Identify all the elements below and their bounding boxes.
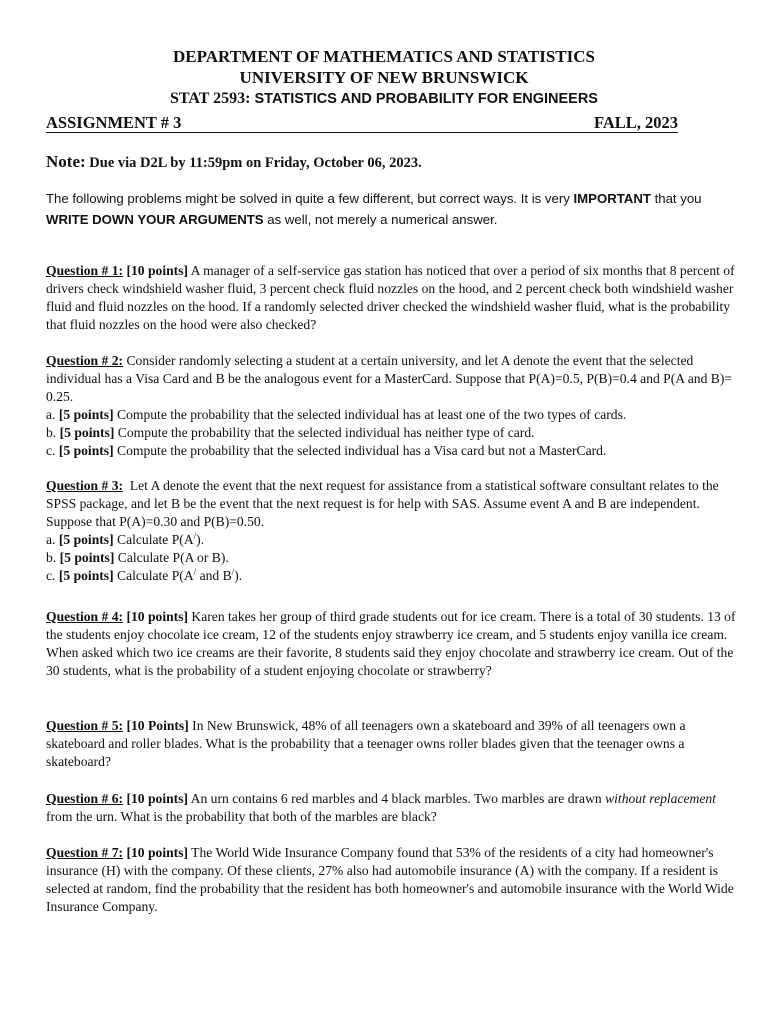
- part-text: Compute the probability that the selected individual has at least one of the two types of cards.: [117, 407, 627, 422]
- university-title: UNIVERSITY OF NEW BRUNSWICK: [239, 68, 529, 87]
- part-label: c.: [46, 568, 56, 583]
- intro-important: IMPORTANT: [573, 191, 651, 206]
- question-text: A manager of a self-service gas station has noticed that over a period of six months that 8 percent of drivers check windshield washer fluid, 3 percent check fluid nozzles on the hood, and 2 percent check both windshield washer fluid and fluid nozzles on the hood. If a randomly selected driver checked the windshield washer fluid, what is the probability that fluid nozzles on the hood were also checked?: [46, 263, 735, 332]
- question-4: [46, 608, 736, 680]
- question-2: [46, 352, 736, 460]
- question-part-a: [46, 406, 736, 424]
- question-text: The World Wide Insurance Company found that 53% of the residents of a city had homeowner's insurance (H) with the company. Of these clients, 27% also had automobile insurance (A) with the company. If a resident is selected at random, find the probability that the resident has both homeowner's and automobile insurance with the World Wide Insurance Company.: [46, 845, 734, 914]
- note-label: Note:: [46, 152, 86, 171]
- department-title: DEPARTMENT OF MATHEMATICS AND STATISTICS: [173, 47, 595, 66]
- course-name: STATISTICS AND PROBABILITY FOR ENGINEERS: [254, 91, 598, 107]
- part-text-mid: and B: [196, 568, 232, 583]
- points: [5 points]: [59, 425, 115, 440]
- question-heading: Question # 3:: [46, 478, 124, 493]
- part-label: b.: [46, 425, 57, 440]
- question-7: [46, 844, 736, 916]
- intro-text-3: as well, not merely a numerical answer.: [263, 212, 498, 227]
- question-part-a: [46, 531, 736, 549]
- question-heading: Question # 6:: [46, 791, 124, 806]
- question-text: Karen takes her group of third grade students out for ice cream. There is a total of 30 students. 13 of the students enjoy chocolate ice cream, 12 of the students enjoy strawberry ice cream, and 5 students enjoy vanilla ice cream. When asked which two ice creams are their favorite, 8 students said they enjoy chocolate and strawberry ice cream. Out of the 30 students, what is the probability of a student enjoying chocolate or strawberry?: [46, 609, 736, 678]
- part-label: a.: [46, 532, 56, 547]
- term: FALL, 2023: [593, 113, 678, 132]
- intro-text-2: that you: [650, 191, 702, 206]
- points: [10 Points]: [126, 718, 189, 733]
- question-part-b: [46, 424, 736, 442]
- question-text-end: from the urn. What is the probability that both of the marbles are black?: [46, 809, 437, 824]
- points: [10 points]: [126, 609, 189, 624]
- question-heading: Question # 5:: [46, 718, 124, 733]
- course-title: [0, 90, 768, 108]
- question-text: Let A denote the event that the next request for assistance from a statistical software consultant relates to the SPSS package, and let B be the event that the next request is for help with SAS. Assume event A and B are independent. Suppose that P(A)=0.30 and P(B)=0.50.: [46, 478, 719, 529]
- points: [10 points]: [126, 845, 189, 860]
- part-label: c.: [46, 443, 56, 458]
- course-code: STAT 2593:: [170, 90, 251, 107]
- instructions: [46, 188, 726, 230]
- part-text: Compute the probability that the selected individual has neither type of card.: [117, 425, 535, 440]
- due-note: [46, 152, 422, 172]
- question-heading: Question # 1:: [46, 263, 124, 278]
- part-text: Calculate P(A or B).: [117, 550, 229, 565]
- part-text: Calculate P(A: [117, 568, 194, 583]
- points: [5 points]: [58, 407, 114, 422]
- points: [10 points]: [126, 791, 189, 806]
- question-3: [46, 477, 736, 585]
- points: [10 points]: [126, 263, 189, 278]
- question-part-b: [46, 549, 736, 567]
- question-heading: Question # 4:: [46, 609, 124, 624]
- question-italic: without replacement: [605, 791, 716, 806]
- question-text: Consider randomly selecting a student at a certain university, and let A denote the event that the selected individual has a Visa Card and B be the analogous event for a MasterCard. Suppose that P(A)=0.5, P(B)=0.4 and P(A and B)= 0.25.: [46, 353, 733, 404]
- intro-text-1: The following problems might be solved in quite a few different, but correct ways. It is very: [46, 191, 574, 206]
- assignment-number: ASSIGNMENT # 3: [46, 113, 182, 132]
- question-heading: Question # 7:: [46, 845, 124, 860]
- points: [5 points]: [58, 568, 114, 583]
- points: [5 points]: [58, 532, 114, 547]
- note-text: Due via D2L by 11:59pm on Friday, October 06, 2023.: [89, 155, 422, 171]
- part-text-end: ).: [234, 568, 243, 583]
- part-text: Compute the probability that the selected individual has a Visa card but not a MasterCard.: [117, 443, 607, 458]
- complement-mark: /: [193, 531, 197, 541]
- complement-mark: /: [231, 567, 235, 577]
- complement-mark: /: [193, 567, 197, 577]
- part-label: b.: [46, 550, 57, 565]
- question-6: [46, 790, 736, 826]
- question-5: [46, 717, 736, 771]
- question-part-c: [46, 442, 736, 460]
- part-label: a.: [46, 407, 56, 422]
- points: [5 points]: [59, 550, 115, 565]
- question-text: An urn contains 6 red marbles and 4 black marbles. Two marbles are drawn: [190, 791, 606, 806]
- question-part-c: [46, 567, 736, 585]
- part-text-end: ).: [196, 532, 205, 547]
- question-text: In New Brunswick, 48% of all teenagers own a skateboard and 39% of all teenagers own a skateboard and roller blades. What is the probability that a teenager owns roller blades given that the teenager owns a skateboard?: [46, 718, 686, 769]
- assignment-line: [46, 113, 678, 133]
- question-1: [46, 262, 736, 334]
- part-text: Calculate P(A: [117, 532, 194, 547]
- question-heading: Question # 2:: [46, 353, 124, 368]
- points: [5 points]: [58, 443, 114, 458]
- intro-write-down: WRITE DOWN YOUR ARGUMENTS: [46, 212, 264, 227]
